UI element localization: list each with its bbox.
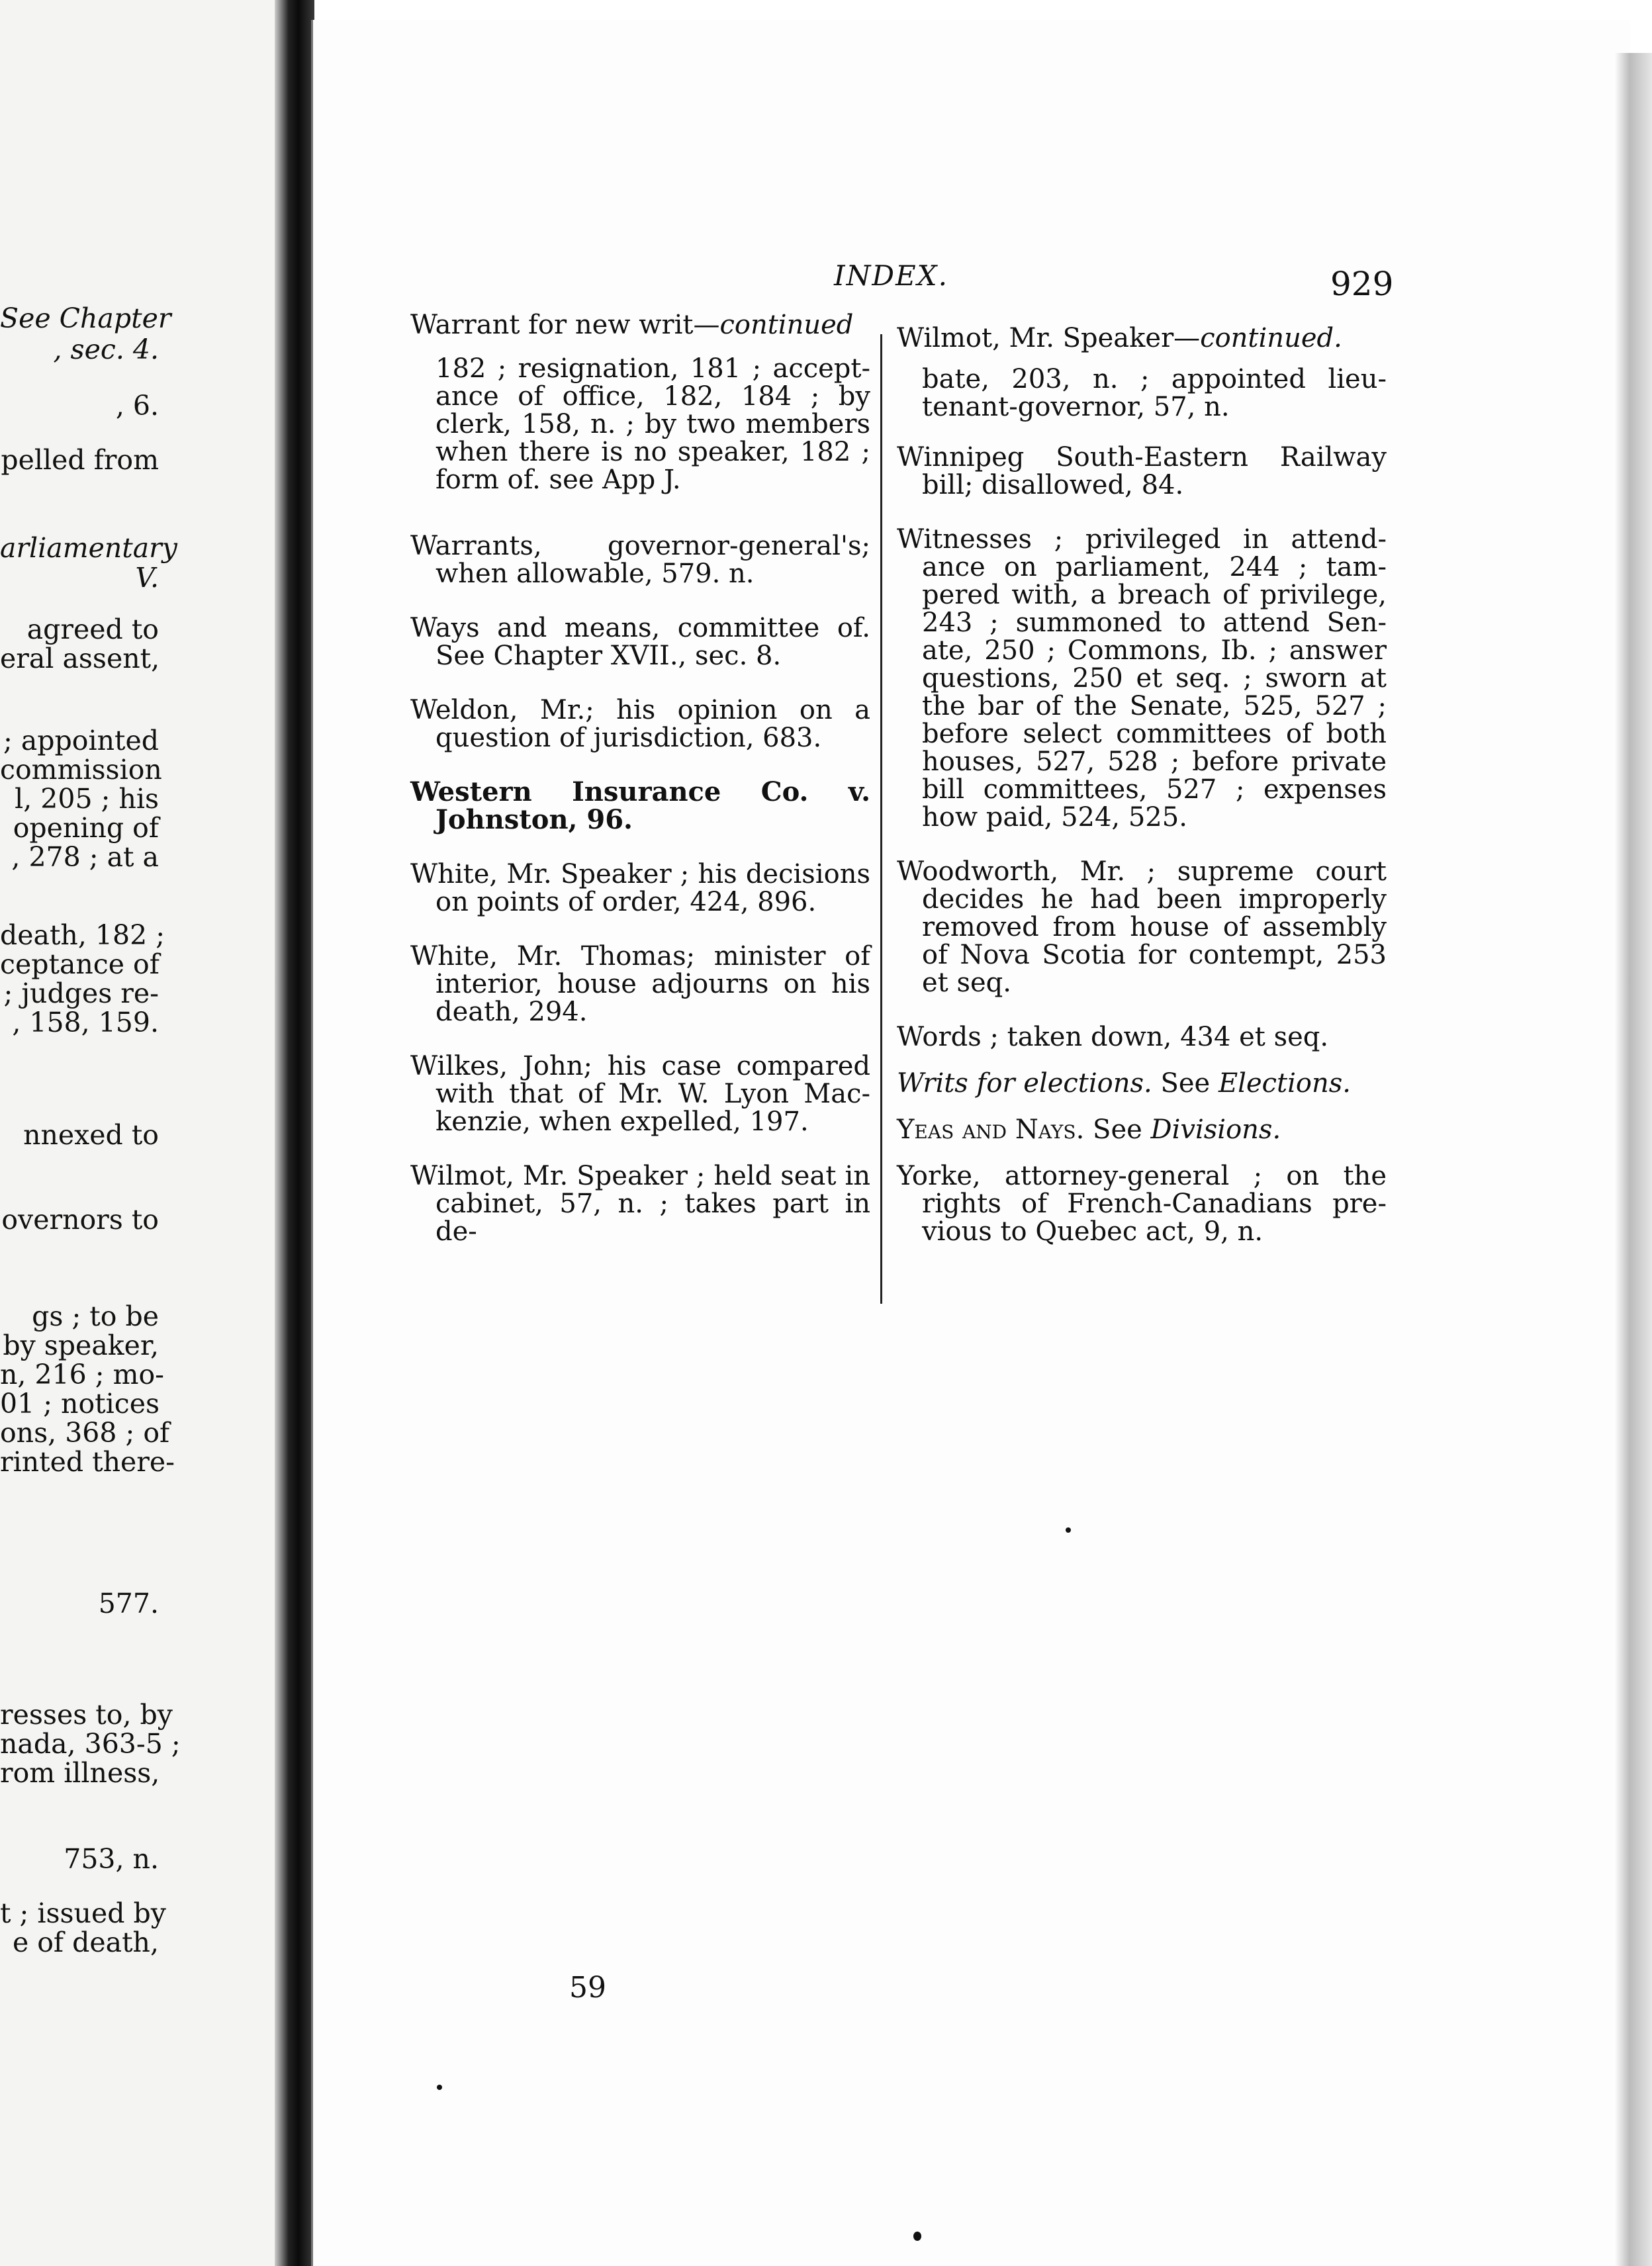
facing-page-line: 01 ; notices: [0, 1388, 160, 1420]
page-number: 929: [1330, 265, 1394, 303]
facing-page-line: agreed to: [26, 613, 159, 645]
continued-label: continued: [719, 310, 854, 340]
entry-heading: Writs for elections.: [897, 1068, 1152, 1099]
index-entry: [897, 1162, 1387, 1246]
facing-page-line: ; judges re-: [3, 977, 159, 1009]
facing-page-line: , 158, 159.: [12, 1007, 159, 1038]
facing-page-line: nada, 363-5 ;: [0, 1728, 181, 1760]
cross-reference: Divisions.: [1150, 1114, 1281, 1145]
index-entry: [410, 860, 870, 916]
scan-speck: [913, 2232, 921, 2241]
facing-page-line: V.: [135, 562, 159, 594]
entry-text: 182 ; resignation, 181 ; accept-ance of office, 182, 184 ; by clerk, 158, n. ; by two members when there is no speaker, 182 ; form of. see App J.: [436, 353, 870, 495]
facing-page-line: 577.: [98, 1588, 159, 1619]
index-entry-body: [410, 355, 870, 494]
index-entry: [410, 696, 870, 752]
facing-page-line: by speaker,: [3, 1330, 159, 1361]
facing-page-line: ceptance of: [0, 948, 160, 980]
page-edge: [1615, 53, 1652, 2266]
index-entry: [897, 443, 1387, 499]
index-column-left: [410, 311, 870, 1272]
facing-page-text: [0, 0, 181, 2266]
signature-mark: 59: [569, 1971, 606, 2005]
index-entry: [897, 858, 1387, 997]
facing-page-line: arliamentary: [0, 532, 177, 564]
facing-page-line: commission: [0, 754, 162, 786]
scan-speck: [1066, 1527, 1071, 1533]
entry-heading: Warrant for new writ—: [410, 310, 720, 340]
facing-page-line: rom illness,: [0, 1757, 160, 1789]
facing-page-line: , 278 ; at a: [11, 841, 159, 873]
facing-page-line: eral assent,: [0, 643, 160, 674]
index-entry: [410, 1162, 870, 1246]
facing-page-line: t ; issued by: [0, 1897, 166, 1929]
entry-text: Winnipeg South-Eastern Railway bill; disallowed, 84.: [897, 442, 1387, 500]
facing-page-line: n, 216 ; mo-: [0, 1359, 165, 1390]
facing-page-line: l, 205 ; his: [15, 783, 159, 815]
facing-page-line: ; appointed: [3, 725, 159, 756]
entry-text: Western Insurance Co. v. Johnston, 96.: [410, 776, 870, 835]
facing-page-line: nnexed to: [23, 1119, 159, 1151]
index-entry: [410, 614, 870, 670]
facing-page-line: rinted there-: [0, 1446, 175, 1478]
index-entry: [410, 311, 870, 339]
index-entry: [410, 942, 870, 1026]
index-entry: [897, 1116, 1387, 1144]
see-label: See: [1093, 1114, 1142, 1145]
index-entry: [897, 324, 1387, 352]
facing-page-line: ons, 368 ; of: [0, 1417, 170, 1449]
entry-text: Warrants, governor-general's; when allowable, 579. n.: [410, 531, 870, 589]
running-head: INDEX.: [834, 259, 948, 292]
entry-text: Woodworth, Mr. ; supreme court decides he had been improperly removed from house of assembly of Nova Scotia for contempt, 253 et seq.: [897, 856, 1387, 998]
continued-label: continued.: [1200, 323, 1342, 353]
facing-page-line: gs ; to be: [32, 1300, 159, 1332]
entry-heading: Yeas and Nays.: [897, 1114, 1085, 1145]
facing-page-line: overnors to: [1, 1204, 159, 1236]
entry-text: Ways and means, committee of. See Chapter XVII., sec. 8.: [410, 613, 870, 671]
facing-page-line: opening of: [13, 812, 159, 844]
facing-page-line: , 6.: [115, 390, 159, 422]
entry-text: Weldon, Mr.; his opinion on a question of jurisdiction, 683.: [410, 695, 870, 753]
cross-reference: Elections.: [1218, 1068, 1351, 1099]
column-rule: [880, 334, 882, 1304]
entry-text: Wilkes, John; his case compared with that of Mr. W. Lyon Mac-kenzie, when expelled, 197.: [410, 1051, 870, 1137]
facing-page-line: 753, n.: [64, 1843, 159, 1875]
index-entry: [897, 1023, 1387, 1051]
entry-text: Yorke, attorney-general ; on the rights of French-Canadians pre-vious to Quebec act, 9, n.: [897, 1161, 1387, 1247]
index-entry-body: [897, 365, 1387, 421]
see-label: See: [1160, 1068, 1211, 1099]
facing-page-line: death, 182 ;: [0, 919, 165, 951]
facing-page-line: pelled from: [1, 444, 159, 476]
entry-heading: Wilmot, Mr. Speaker—: [897, 323, 1201, 353]
facing-page-line: resses to, by: [0, 1699, 173, 1731]
entry-text: Witnesses ; privileged in attend-ance on parliament, 244 ; tam-pered with, a breach of privilege, 243 ; summoned to attend Sen-ate, 250 ; Commons, Ib. ; answer questions, 250 et seq. ; sworn at the bar of the Senate, 525, 527 ; before select committees of both houses, 527, 528 ; before private bill committees, 527 ; expenses how paid, 524, 525.: [897, 524, 1387, 833]
index-entry: [897, 525, 1387, 831]
index-entry: [410, 1052, 870, 1136]
index-entry: [410, 778, 870, 834]
entry-text: White, Mr. Thomas; minister of interior, house adjourns on his death, 294.: [410, 941, 870, 1027]
entry-text: bate, 203, n. ; appointed lieu-tenant-governor, 57, n.: [922, 364, 1387, 422]
entry-text: Words ; taken down, 434 et seq.: [897, 1022, 1329, 1052]
index-entry: [410, 532, 870, 588]
facing-page-line: e of death,: [12, 1926, 159, 1958]
facing-page-line: , sec. 4.: [53, 334, 159, 365]
scan-speck: [437, 2085, 442, 2090]
index-entry: [897, 1069, 1387, 1097]
index-column-right: [897, 324, 1387, 1272]
book-gutter: [275, 0, 314, 2266]
entry-text: White, Mr. Speaker ; his decisions on points of order, 424, 896.: [410, 859, 870, 917]
facing-page-line: See Chapter: [0, 302, 171, 334]
entry-text: Wilmot, Mr. Speaker ; held seat in cabinet, 57, n. ; takes part in de-: [410, 1161, 870, 1247]
